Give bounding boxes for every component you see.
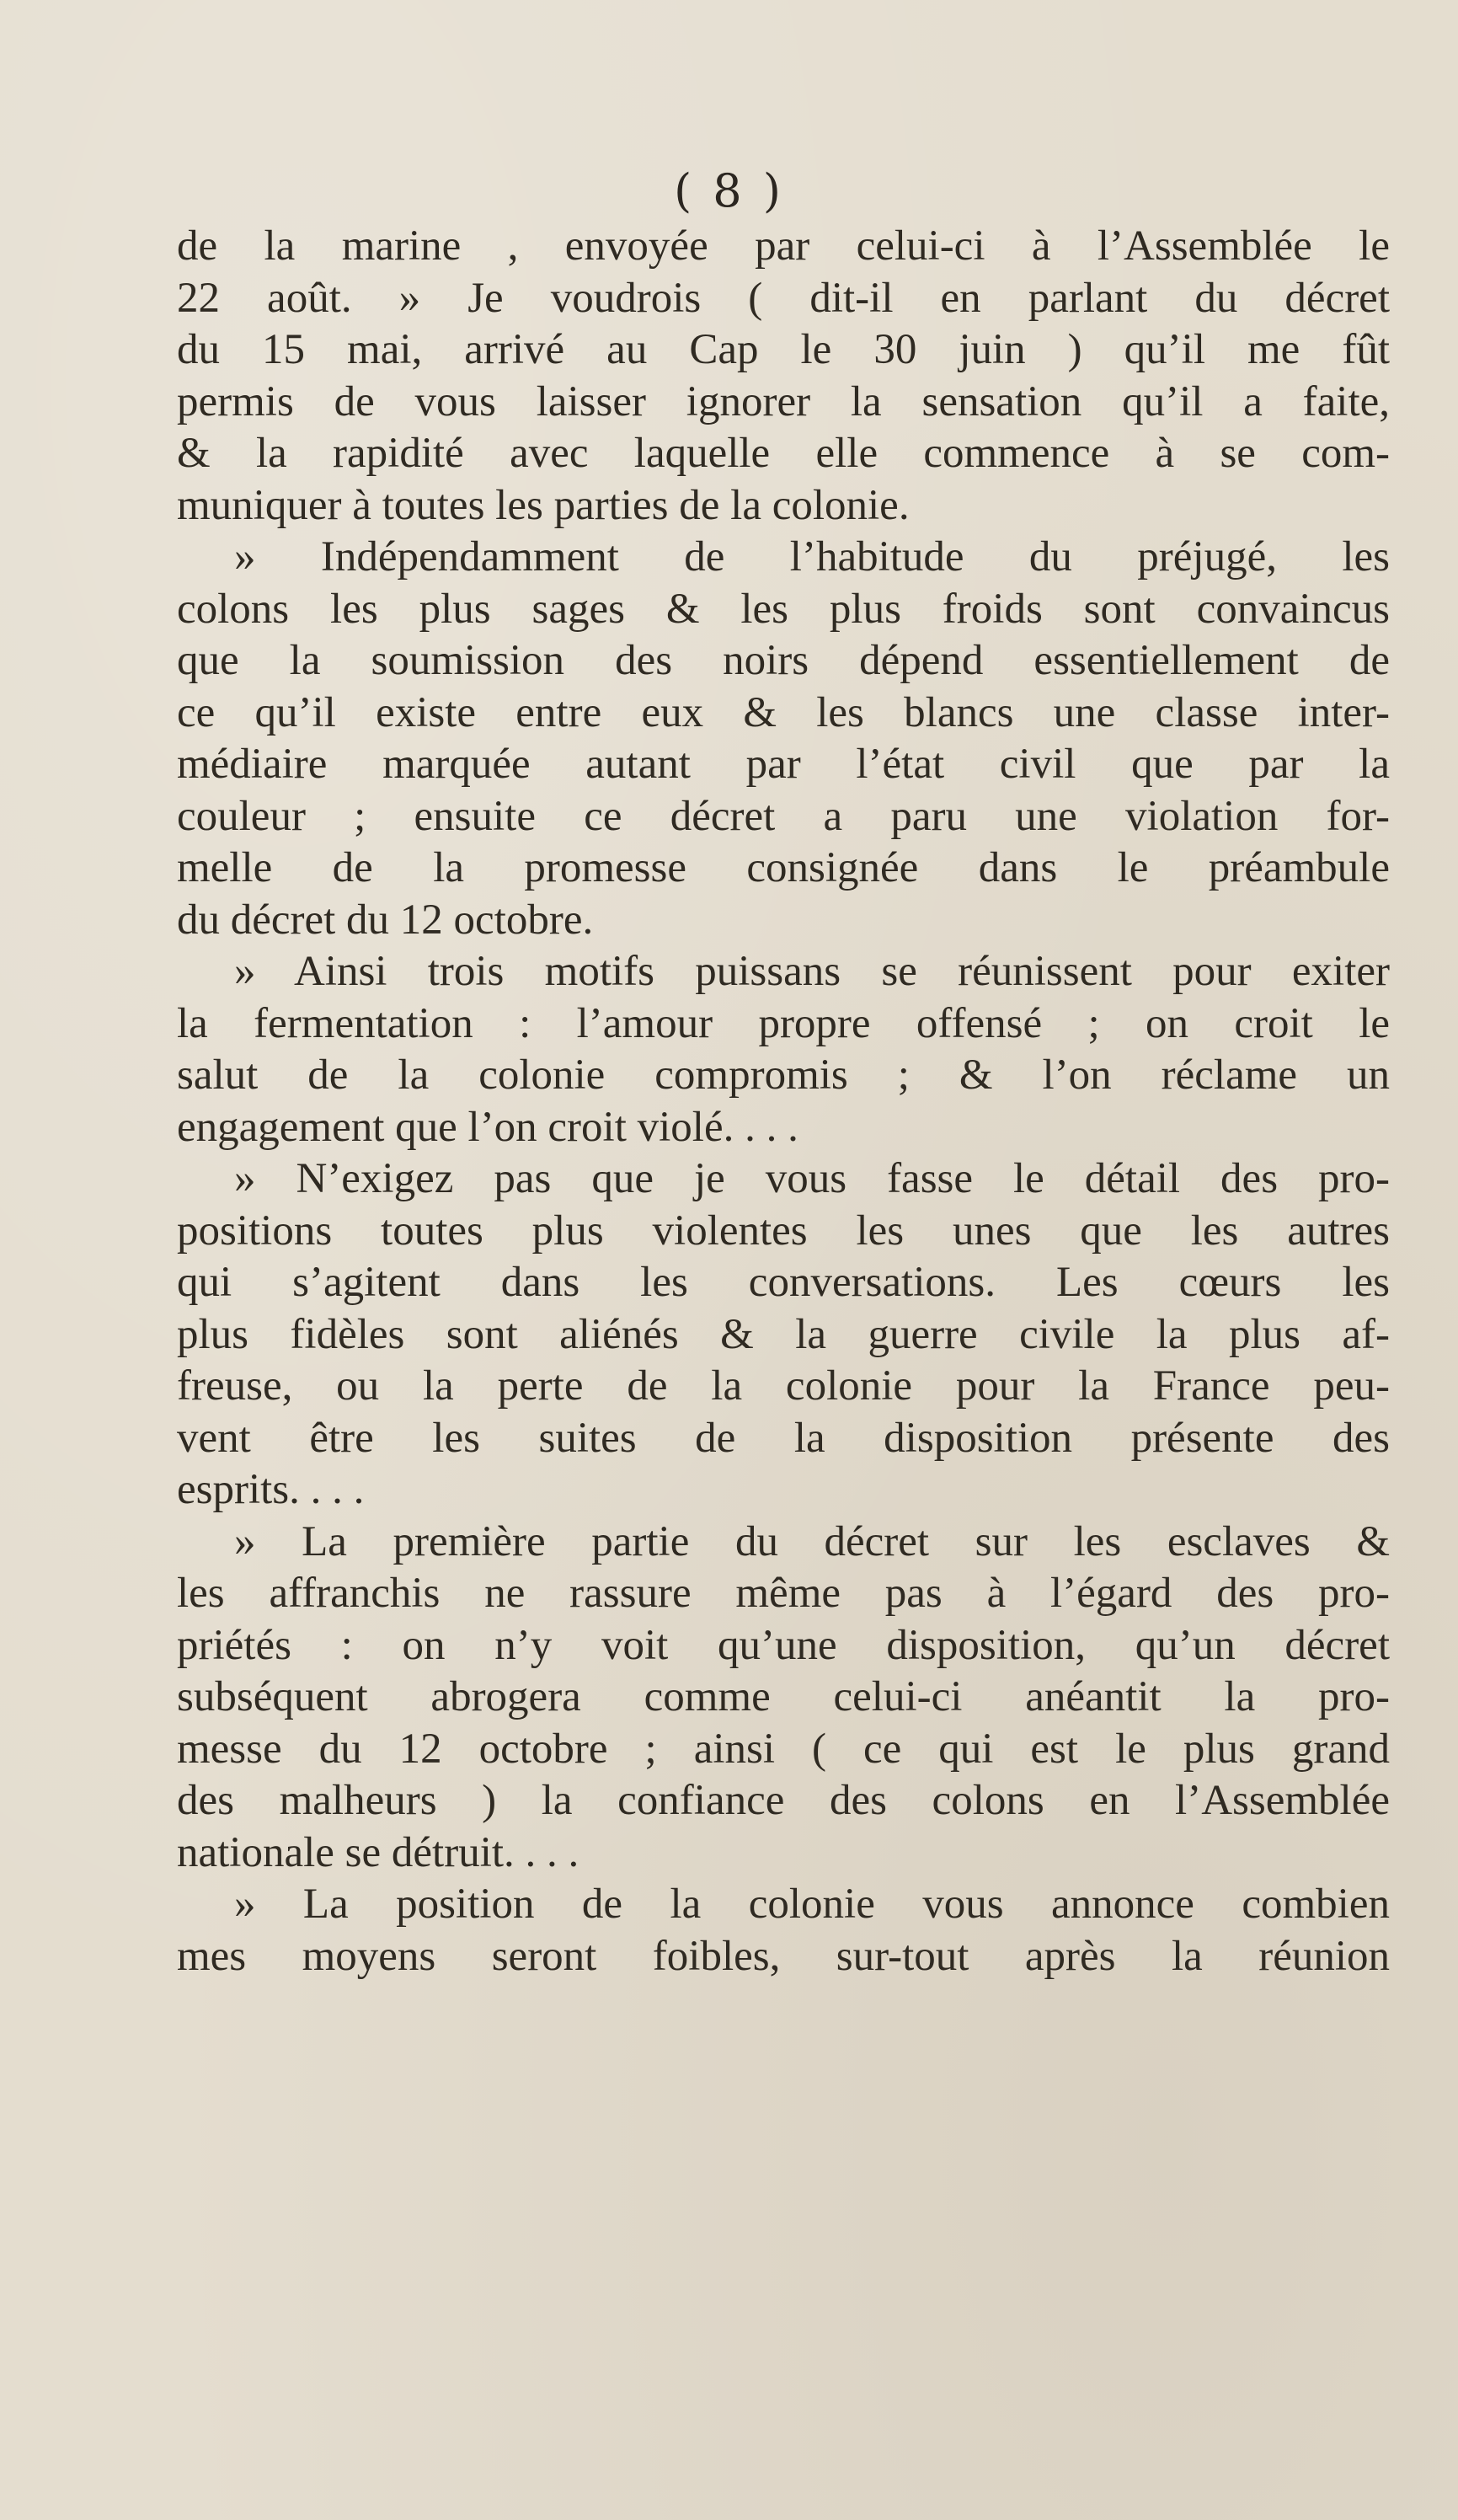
text-line: melle de la promesse consignée dans le préambule — [177, 844, 1390, 891]
text-line: » La première partie du décret sur les esclaves & — [234, 1517, 1390, 1565]
text-line: ce qu’il existe entre eux & les blancs une classe inter- — [177, 688, 1390, 736]
body-text — [177, 221, 1390, 1982]
text-line: médiaire marquée autant par l’état civil que par la — [177, 741, 1390, 788]
text-line: couleur ; ensuite ce décret a paru une violation for- — [177, 792, 1390, 840]
text-line: messe du 12 octobre ; ainsi ( ce qui est le plus grand — [177, 1725, 1390, 1773]
text-line: la fermentation : l’amour propre offensé ; on croit le — [177, 999, 1390, 1047]
text-line: du décret du 12 octobre. — [177, 896, 594, 944]
text-line: vent être les suites de la disposition présente des — [177, 1414, 1390, 1462]
text-line: » N’exigez pas que je vous fasse le détail des pro- — [234, 1155, 1390, 1202]
page-number: ( 8 ) — [674, 164, 784, 217]
text-line: des malheurs ) la confiance des colons en l’Assemblée — [177, 1777, 1390, 1824]
text-line: engagement que l’on croit violé. . . . — [177, 1103, 798, 1151]
text-line: priétés : on n’y voit qu’une disposition, qu’un décret — [177, 1621, 1390, 1669]
text-line: du 15 mai, arrivé au Cap le 30 juin ) qu’il me fût — [177, 326, 1390, 373]
text-line: » Indépendamment de l’habitude du préjugé, les — [234, 533, 1390, 581]
text-line: qui s’agitent dans les conversations. Les cœurs les — [177, 1259, 1390, 1306]
text-line: que la soumission des noirs dépend essentiellement de — [177, 637, 1390, 684]
text-line: colons les plus sages & les plus froids sont convaincus — [177, 585, 1390, 633]
text-line: positions toutes plus violentes les unes que les autres — [177, 1206, 1390, 1255]
text-line: 22 août. » Je voudrois ( dit-il en parlant du décret — [177, 274, 1390, 322]
text-line: » Ainsi trois motifs puissans se réunissent pour exiter — [234, 948, 1390, 995]
text-line: nationale se détruit. . . . — [177, 1828, 579, 1876]
text-line: » La position de la colonie vous annonce combien — [234, 1881, 1390, 1928]
text-line: muniquer à toutes les parties de la colonie. — [177, 481, 910, 529]
text-line: subséquent abrogera comme celui-ci anéantit la pro- — [177, 1673, 1390, 1720]
text-line: freuse, ou la perte de la colonie pour la France peu- — [177, 1362, 1390, 1410]
text-line: & la rapidité avec laquelle elle commence à se com- — [177, 430, 1390, 477]
text-line: de la marine , envoyée par celui-ci à l’Assemblée le — [177, 222, 1390, 270]
text-line: esprits. . . . — [177, 1466, 365, 1513]
text-line: plus fidèles sont aliénés & la guerre civile la plus af- — [177, 1310, 1390, 1358]
text-line: salut de la colonie compromis ; & l’on réclame un — [177, 1051, 1390, 1099]
text-line: les affranchis ne rassure même pas à l’égard des pro- — [177, 1570, 1390, 1617]
text-line: permis de vous laisser ignorer la sensation qu’il a faite, — [177, 377, 1390, 425]
text-line: mes moyens seront foibles, sur-tout après la réunion — [177, 1932, 1390, 1980]
